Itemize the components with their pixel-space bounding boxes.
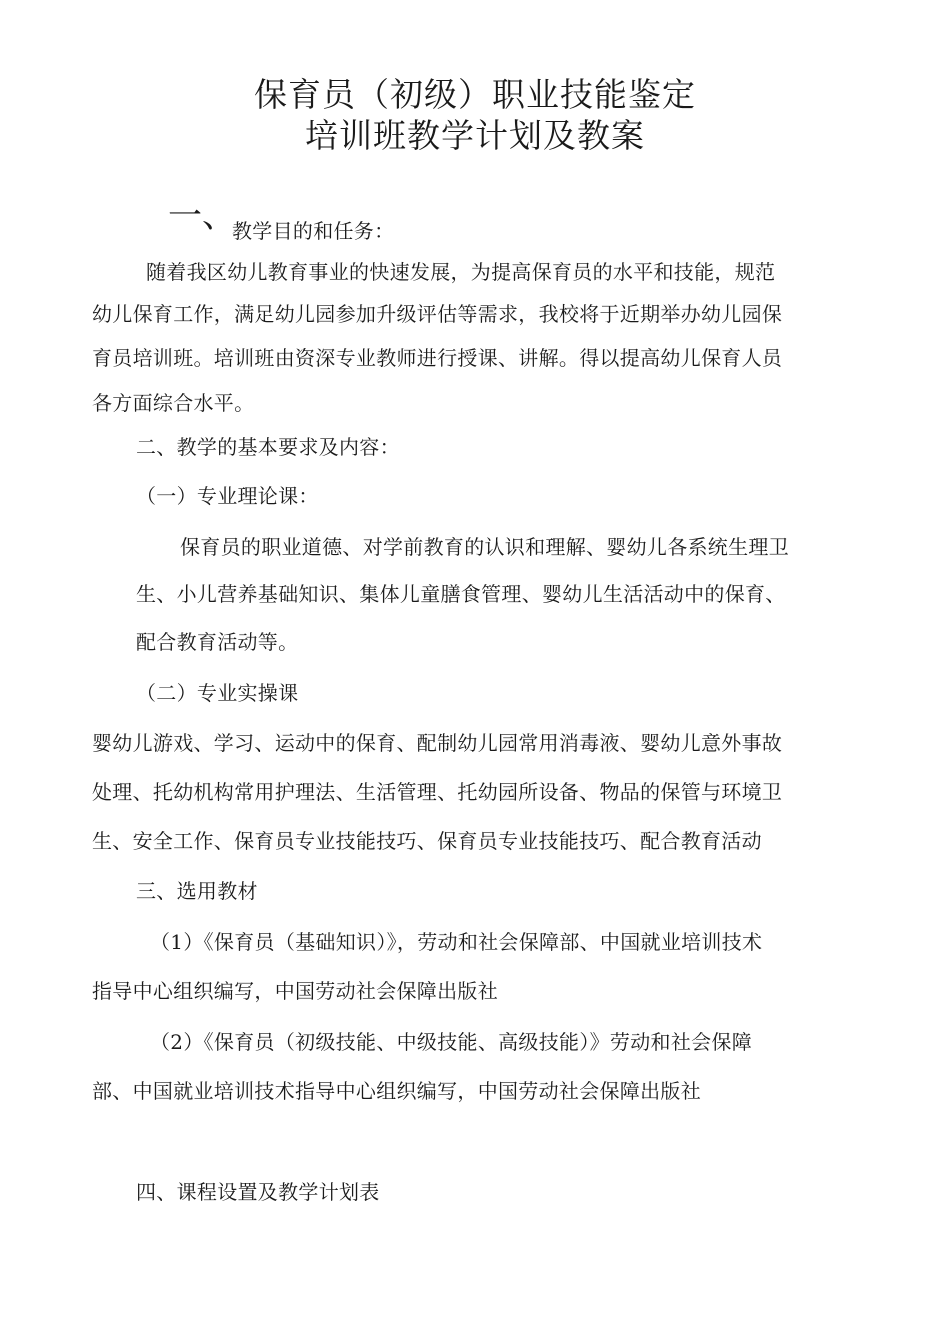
textbook-1-line: （1）《保育员（基础知识）》，劳动和社会保障部、中国就业培训技术 <box>150 930 763 954</box>
section-2-sub-2-heading: （二）专业实操课 <box>136 681 299 705</box>
section-3-heading: 三、选用教材 <box>136 879 258 903</box>
section-2-sub-2-line: 处理、托幼机构常用护理法、生活管理、托幼园所设备、物品的保管与环境卫 <box>92 780 783 804</box>
section-2-sub-1-heading: （一）专业理论课： <box>136 484 319 508</box>
section-1-heading: 教学目的和任务： <box>232 219 395 243</box>
textbook-2-line: （2）《保育员（初级技能、中级技能、高级技能）》劳动和社会保障 <box>150 1030 753 1054</box>
section-2-sub-1-line: 保育员的职业道德、对学前教育的认识和理解、婴幼儿各系统生理卫 <box>180 535 789 559</box>
section-4-heading: 四、课程设置及教学计划表 <box>136 1180 380 1204</box>
textbook-2-line: 部、中国就业培训技术指导中心组织编写，中国劳动社会保障出版社 <box>92 1079 701 1103</box>
section-2-sub-1-line: 配合教育活动等。 <box>136 630 299 654</box>
section-1-paragraph-line: 各方面综合水平。 <box>92 391 255 415</box>
section-2-sub-2-line: 生、安全工作、保育员专业技能技巧、保育员专业技能技巧、配合教育活动 <box>92 829 762 853</box>
section-2-heading: 二、教学的基本要求及内容： <box>136 435 400 459</box>
document-title-line-2: 培训班教学计划及教案 <box>305 116 645 155</box>
section-1-paragraph-line: 随着我区幼儿教育事业的快速发展，为提高保育员的水平和技能，规范 <box>146 260 776 284</box>
section-1-paragraph-line: 幼儿保育工作，满足幼儿园参加升级评估等需求，我校将于近期举办幼儿园保 <box>92 302 783 326</box>
section-2-sub-2-line: 婴幼儿游戏、学习、运动中的保育、配制幼儿园常用消毒液、婴幼儿意外事故 <box>92 731 783 755</box>
section-1-paragraph-line: 育员培训班。培训班由资深专业教师进行授课、讲解。得以提高幼儿保育人员 <box>92 346 783 370</box>
textbook-1-line: 指导中心组织编写，中国劳动社会保障出版社 <box>92 979 498 1003</box>
section-2-sub-1-line: 生、小儿营养基础知识、集体儿童膳食管理、婴幼儿生活活动中的保育、 <box>136 582 786 606</box>
document-title-line-1: 保育员（初级）职业技能鉴定 <box>254 75 696 114</box>
section-1-number: 一、 <box>168 196 236 236</box>
